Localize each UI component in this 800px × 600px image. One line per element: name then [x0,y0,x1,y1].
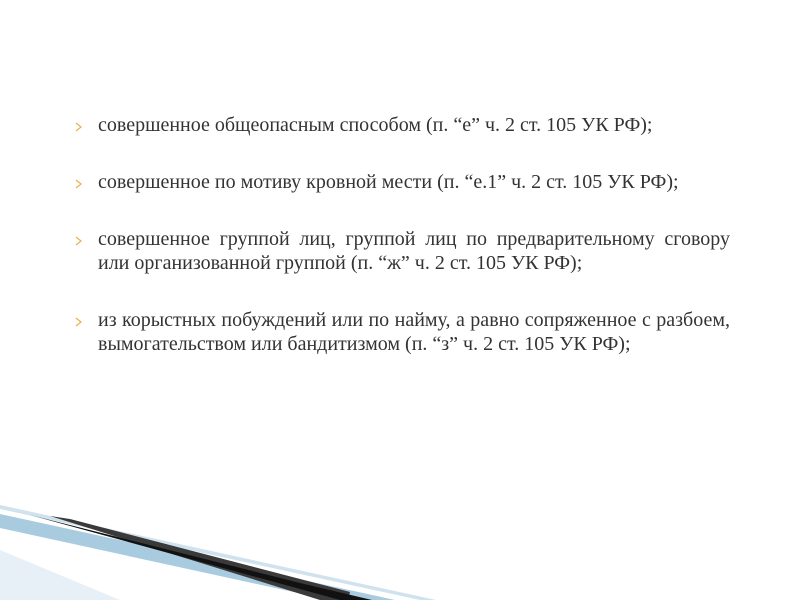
list-item [74,170,730,194]
pale-corner [0,550,120,600]
bullet-list [74,113,730,389]
list-item-text: совершенное общеопасным способом (п. “е” ч. 2 ст. 105 УК РФ); [98,114,653,136]
chevron-bullet-icon [74,317,84,327]
chevron-bullet-icon [74,179,84,189]
list-item-text: из корыстных побуждений или по найму, а равно сопряженное с разбоем, вымогательством или бандитизмом (п. “з” ч. 2 ст. 105 УК РФ); [98,309,730,355]
list-item-text: совершенное группой лиц, группой лиц по предварительному сговору или организованной группой (п. “ж” ч. 2 ст. 105 УК РФ); [98,228,730,274]
list-item [74,113,730,137]
chevron-bullet-icon [74,122,84,132]
list-item-text: совершенное по мотиву кровной мести (п. “е.1” ч. 2 ст. 105 УК РФ); [98,171,679,193]
chevron-bullet-icon [74,236,84,246]
list-item [74,227,730,275]
list-item [74,308,730,356]
